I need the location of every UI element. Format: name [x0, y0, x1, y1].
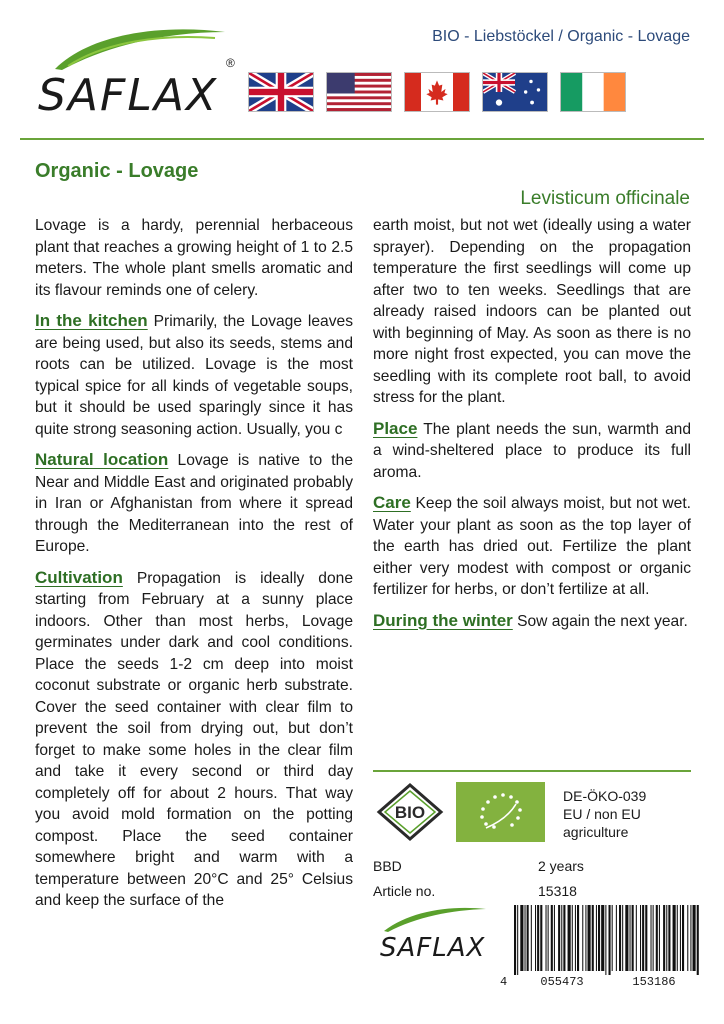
- barcode-bar: [598, 905, 600, 971]
- barcode-bar: [680, 905, 681, 971]
- barcode-bar: [630, 905, 631, 971]
- barcode-bar: [554, 905, 555, 971]
- barcode-bar: [527, 905, 529, 971]
- us-flag-icon: [326, 72, 392, 112]
- cert-origin: EU / non EU: [563, 806, 641, 822]
- page-title: BIO - Liebstöckel / Organic - Lovage: [432, 28, 690, 45]
- cert-agriculture: agriculture: [563, 824, 629, 840]
- barcode-bar: [563, 905, 565, 971]
- barcode-bar: [622, 905, 623, 971]
- barcode-bar: [640, 905, 641, 971]
- brand-logo: [30, 22, 245, 122]
- barcode-bar: [531, 905, 532, 971]
- barcode-bar: [673, 905, 676, 971]
- barcode-bar: [605, 905, 606, 975]
- australia-flag-icon: [482, 72, 548, 112]
- left-column: [35, 215, 353, 997]
- intro-paragraph: Lovage is a hardy, perennial herbaceous plant that reaches a growing height of 1 to 2.5 meters. The whole plant smells aromatic and its flavour reminds one of celery.: [35, 217, 353, 299]
- article-value: 15318: [538, 883, 577, 899]
- barcode-bar: [561, 905, 562, 971]
- ireland-flag-icon: [560, 72, 626, 112]
- cultivation-continued: earth moist, but not wet (ideally using a water sprayer). Depending on the propagation temperature the first seedlings will come up after two to ten weeks. Seedlings that are already raised indoors can be planted out with beginning of May. As soon as there is no more night frost expected, you can move the seedling with its complete root ball, to avoid stress for the plant.: [373, 217, 691, 406]
- barcode-bar: [596, 905, 597, 971]
- winter-heading: During the winter: [373, 610, 513, 630]
- barcode-group-1: 055473: [540, 975, 584, 989]
- bio-seal-label: BIO: [394, 803, 426, 822]
- barcode-first-digit: 4: [500, 975, 508, 989]
- barcode-bar: [666, 905, 667, 971]
- barcode-bar: [636, 905, 637, 971]
- barcode-bar: [690, 905, 691, 971]
- product-title: Organic - Lovage: [35, 160, 199, 182]
- barcode-bar: [592, 905, 594, 971]
- footer-brand-name: SAFLAX: [380, 933, 486, 963]
- barcode-bar: [693, 905, 696, 971]
- uk-flag-icon: [248, 72, 314, 112]
- barcode-bar: [546, 905, 547, 971]
- barcode-group-2: 153186: [632, 975, 676, 989]
- barcode-digits: [500, 975, 700, 989]
- barcode-bar: [632, 905, 634, 971]
- barcode-bar: [642, 905, 644, 971]
- barcode-bar: [577, 905, 579, 971]
- eu-leaf-icon: [456, 782, 545, 842]
- cert-details: [563, 787, 646, 841]
- care-section: [373, 492, 691, 601]
- barcode-bar: [520, 905, 523, 971]
- winter-section: [373, 610, 691, 633]
- kitchen-section: [35, 310, 353, 440]
- swoosh-icon: [50, 24, 230, 74]
- barcode-bar: [663, 905, 665, 971]
- barcode-bar: [656, 905, 658, 971]
- cert-code: DE-ÖKO-039: [563, 788, 647, 804]
- barcode-bar: [582, 905, 583, 971]
- barcode-bar: [558, 905, 560, 971]
- care-heading: Care: [373, 493, 411, 512]
- right-column: [373, 215, 691, 705]
- footer-swoosh-icon: [380, 905, 490, 935]
- barcode-bar: [612, 905, 613, 971]
- barcode-bar: [601, 905, 604, 971]
- latin-name: Levisticum officinale: [520, 188, 690, 209]
- barcode-bar: [625, 905, 628, 971]
- care-text: Keep the soil always moist, but not wet. Water your plant as soon as the top layer of the earth has dried out. Fertilize the plant either very modest with compost or organic fertilizer for herbs, or don’t fertilize at all.: [373, 495, 691, 598]
- kitchen-text: Primarily, the Lovage leaves are being used, but also its seeds, stems and roots can be utilized. Lovage is the most typical spice for all kinds of vegetable soups, but it should be used sparingly since it has quite strong seasoning action. Usually, you c: [35, 313, 353, 438]
- location-text: Lovage is native to the Near and Middle East and originated probably in Iran or Afghanistan from where it spread through the Mediterranean into the rest of Europe.: [35, 452, 353, 555]
- cert-divider: [373, 770, 691, 772]
- flag-row: [248, 72, 626, 112]
- cultivation-heading: Cultivation: [35, 567, 123, 587]
- brand-name: SAFLAX: [38, 70, 219, 121]
- bio-seal-icon: [375, 783, 445, 841]
- barcode-bar: [535, 905, 536, 971]
- barcode-bar: [585, 905, 586, 971]
- article-label: Article no.: [373, 883, 436, 899]
- kitchen-heading: In the kitchen: [35, 311, 148, 330]
- barcode-bar: [653, 905, 654, 971]
- barcode-bar: [645, 905, 647, 971]
- barcode-bar: [572, 905, 573, 971]
- winter-text: Sow again the next year.: [512, 612, 688, 630]
- canada-flag-icon: [404, 72, 470, 112]
- registered-mark: ®: [226, 56, 235, 70]
- header: [0, 0, 724, 140]
- barcode-bar: [517, 905, 518, 975]
- barcode-bar: [687, 905, 688, 971]
- barcode-bar: [619, 905, 621, 971]
- barcode-bar: [659, 905, 660, 971]
- eu-organic-logo: [456, 782, 545, 842]
- barcode-bar: [514, 905, 516, 975]
- barcode-bar: [609, 905, 611, 975]
- barcode-bar: [551, 905, 553, 971]
- barcode-bar: [540, 905, 542, 971]
- place-section: [373, 418, 691, 484]
- bbd-label: BBD: [373, 858, 402, 874]
- barcode-bar: [568, 905, 571, 971]
- barcode-bars: [500, 905, 700, 975]
- cultivation-text: Propagation is ideally done starting from February at a sunny place indoors. Other than most herbs, Lovage germinates under dark and cool conditions. Place the seeds 1-2 cm deep into moist coconut substrate or organic herb substrate. Cover the seed container with clear film to prevent the soil from drying out, but don’t forget to make some holes in the clear film and take it every second or third day completely off for about 2 hours. That way you avoid mold formation on the potting compost. Place the seed container somewhere bright and warm with a temperature between 20°C and 25° Celsius and keep the surface of the: [35, 569, 353, 909]
- barcode-bar: [668, 905, 670, 971]
- barcode-bar: [682, 905, 684, 971]
- barcode-bar: [588, 905, 591, 971]
- barcode-bar: [697, 905, 699, 975]
- barcode-bar: [575, 905, 576, 971]
- barcode-bar: [548, 905, 549, 971]
- place-text: The plant needs the sun, warmth and a wind-sheltered place to produce its full aroma.: [373, 420, 691, 481]
- barcode-bar: [537, 905, 539, 971]
- cultivation-section: [35, 567, 353, 912]
- place-heading: Place: [373, 418, 418, 438]
- barcode-bar: [525, 905, 526, 971]
- header-divider: [20, 138, 704, 140]
- footer-brand-logo: [380, 905, 500, 975]
- barcode-bar: [651, 905, 652, 971]
- barcode: [500, 905, 700, 995]
- barcode-bar: [677, 905, 678, 971]
- barcode-bar: [616, 905, 617, 971]
- bbd-value: 2 years: [538, 858, 584, 874]
- location-section: [35, 449, 353, 558]
- location-heading: Natural location: [35, 450, 169, 469]
